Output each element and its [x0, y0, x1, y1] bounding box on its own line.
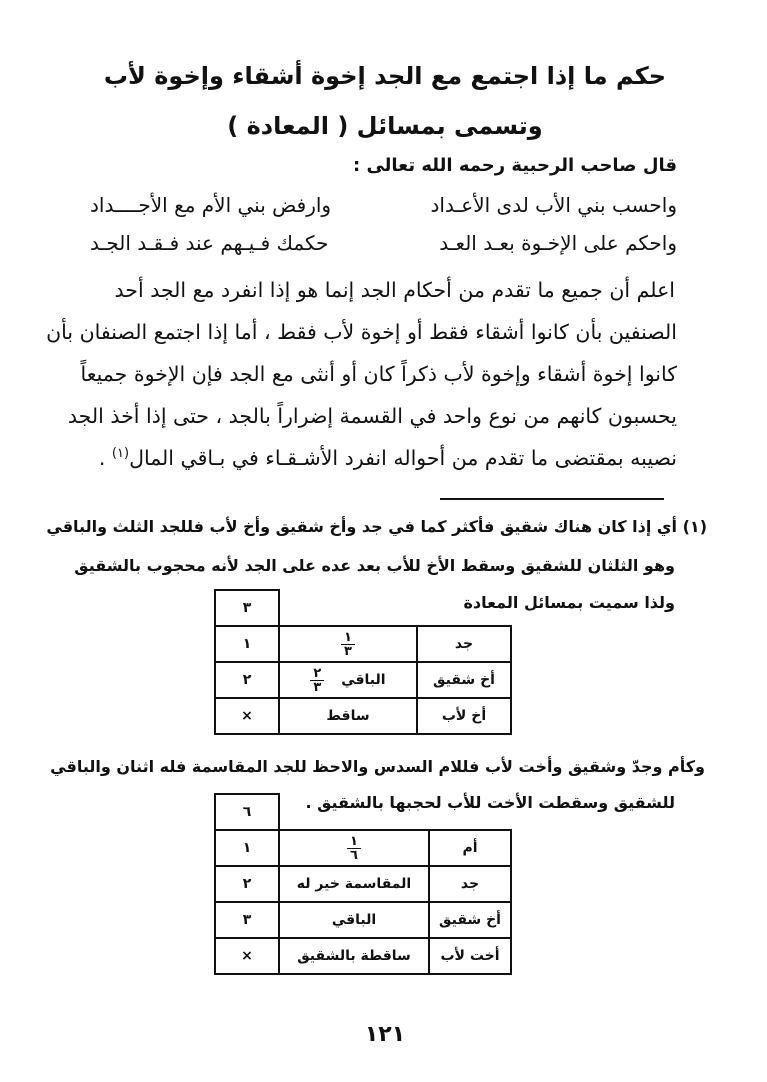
share-text: الباقي — [341, 672, 386, 688]
fraction — [341, 631, 355, 658]
share-cell — [279, 830, 429, 866]
heir-cell: أخ شقيق — [429, 902, 511, 938]
heir-cell: أخ لأب — [417, 698, 511, 734]
footnote-ref: (١) — [111, 446, 130, 462]
result-cell: ٢ — [215, 662, 279, 698]
footnote-separator — [440, 498, 664, 500]
share-cell — [279, 662, 417, 698]
footnote-line: وكأم وجدّ وشقيق وأخت لأب فللام السدس والاحظ للجد المقاسمة فله اثنان والباقي — [50, 757, 705, 776]
heir-cell: أخت لأب — [429, 938, 511, 974]
heir-cell: أم — [429, 830, 511, 866]
inheritance-table-1 — [214, 589, 512, 735]
table-row — [215, 938, 511, 974]
table-row — [215, 626, 511, 662]
inheritance-table-2 — [214, 793, 512, 975]
share-cell: ساقط — [279, 698, 417, 734]
share-cell: ساقطة بالشقيق — [279, 938, 429, 974]
table-row — [215, 866, 511, 902]
page-number: ١٢١ — [364, 1022, 406, 1047]
table-row — [215, 902, 511, 938]
base-cell: ٣ — [215, 590, 279, 626]
table-row — [215, 830, 511, 866]
footnote-line: ولذا سميت بمسائل المعادة — [463, 593, 675, 612]
heir-cell: جد — [417, 626, 511, 662]
paragraph-end: . — [98, 446, 112, 470]
chapter-title: حكم ما إذا اجتمع مع الجد إخوة أشقاء وإخوة لأب — [103, 62, 667, 90]
verse-first-hemistich: واحكم على الإخـوة بعـد العـد — [439, 231, 677, 255]
paragraph-line — [99, 446, 677, 470]
paragraph-line: اعلم أن جميع ما تقدم من أحكام الجد إنما هو إذا انفرد مع الجد أحد — [114, 278, 675, 302]
paragraph-last-text: نصيبه بمقتضى ما تقدم من أحواله انفرد الأشـقـاء في بـاقي المال — [129, 446, 677, 470]
result-cell: ١ — [215, 830, 279, 866]
result-cell: ٣ — [215, 902, 279, 938]
heir-cell: أخ شقيق — [417, 662, 511, 698]
paragraph-line: يحسبون كانهم من نوع واحد في القسمة إضراراً بالجد ، حتى إذا أخذ الجد — [67, 404, 677, 428]
share-cell: المقاسمة خير له — [279, 866, 429, 902]
table-row — [215, 698, 511, 734]
fraction-denominator: ٦ — [350, 847, 358, 863]
result-cell: ١ — [215, 626, 279, 662]
intro-line: قال صاحب الرحبية رحمه الله تعالى : — [352, 155, 677, 176]
result-cell: ٢ — [215, 866, 279, 902]
verse-first-hemistich: واحسب بني الأب لدى الأعـداد — [430, 193, 677, 217]
share-cell — [279, 626, 417, 662]
base-cell: ٦ — [215, 794, 279, 830]
footnote-line: للشقيق وسقطت الأخت للأب لحجبها بالشقيق . — [305, 793, 675, 812]
verse-second-hemistich: حكمك فـيـهم عند فـقـد الجـد — [90, 231, 329, 255]
result-cell: × — [215, 938, 279, 974]
fraction-denominator: ٣ — [313, 679, 322, 695]
share-cell: الباقي — [279, 902, 429, 938]
fraction-numerator: ١ — [347, 835, 361, 849]
result-cell: × — [215, 698, 279, 734]
paragraph-line: الصنفين بأن كانوا أشقاء فقط أو إخوة لأب فقط ، أما إذا اجتمع الصنفان بأن — [46, 320, 677, 344]
table-row — [215, 662, 511, 698]
fraction-numerator: ٢ — [310, 667, 324, 681]
verse-second-hemistich: وارفض بني الأم مع الأجــــداد — [90, 193, 332, 217]
heir-cell: جد — [429, 866, 511, 902]
footnote-line: وهو الثلثان للشقيق وسقط الأخ للأب بعد عده على الجد لأنه محجوب بالشقيق — [74, 556, 675, 575]
fraction-denominator: ٣ — [344, 643, 352, 659]
fraction — [310, 667, 324, 694]
fraction-numerator: ١ — [341, 631, 355, 645]
footnote-line: (١) أي إذا كان هناك شقيق فأكثر كما في جد وأخ شقيق وأخ لأب فللجد الثلث والباقي — [46, 517, 707, 536]
fraction — [347, 835, 361, 862]
chapter-subtitle: وتسمى بمسائل ( المعادة ) — [227, 112, 543, 140]
paragraph-line: كانوا إخوة أشقاء وإخوة لأب ذكراً كان أو أنثى مع الجد فإن الإخوة جميعاً — [80, 362, 677, 386]
